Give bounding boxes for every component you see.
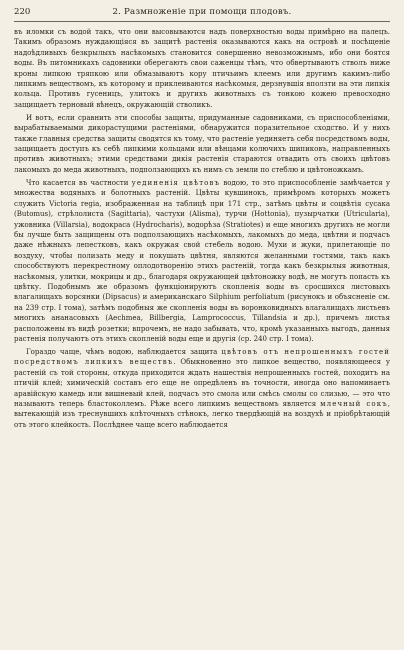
paragraph	[14, 178, 390, 345]
paragraph	[14, 27, 390, 110]
paragraph	[14, 113, 390, 175]
running-title: 2. Размноженіе при помощи плодовъ.	[112, 7, 292, 17]
text-run: водою, то это приспособленіе замѣчается у множества водяныхъ и болотныхъ растеній. Цвѣты кувшинокъ, примѣромъ которыхъ можетъ служить Victoria regia, изображенная на таблицѣ при 171 стр., затѣмъ цвѣты и соцвѣтія сусака (Butomus), стрѣлолиста (Sagittaria), частухи (Alisma), турчи (Hottonia), пузырчатки (Utricularia), ужовника (Villarsia), водокраса (Hydrocharis), водорѣза (Stratiotes) и еще многихъ другихъ не могли бы лучше быть защищены отъ подползающихъ насѣкомыхъ, лакомыхъ до меда, цвѣтни и подчасъ даже нѣжныхъ лепестковъ, какъ окружая свой стебель водою. Мухи и жуки, прилетающіе по воздуху, чтобы полизать меду и покушать цвѣтня, являются желанными гостями, такъ какъ способствуютъ перекрестному оплодотворенію этихъ растеній, тогда какъ безкрылыя животныя, насѣкомыя, улитки, мокрицы и др., благодаря окружающей цвѣтоножку водѣ, не могутъ попасть къ цвѣтку. Подобнымъ же образомъ функціонируютъ скопленія воды въ сросшихся листовыхъ влагалищахъ ворсянки (Dipsacus) и американскаго Silphium perfoliatum (рисунокъ и объясненіе см. на 239 стр. I тома), затѣмъ подобныя же скопленія воды въ воронковидныхъ влагалищахъ листьевъ многихъ ананасовыхъ (Aechmea, Billbergia, Lamprococcus, Tillandsia и др.), причемъ листья расположены въ видѣ розетки; впрочемъ, не надо забывать, что, кромѣ указанныхъ выгодъ, данныя растенія получаютъ отъ этихъ скопленій воды еще и другія (ср. 240 стр. I тома).	[14, 178, 391, 343]
text-run: И вотъ, если сравнить эти способы защиты, придуманные садовниками, съ приспособленіями, вырабатываемыми дикорастущими растеніями, обнаружится поразительное сходство. И у нихъ также главныя средства защиты сводятся къ тому, что растеніе уединяетъ себя посредствомъ воды, защищаетъ доступъ къ себѣ липкими кольцами или вѣнцами колючихъ шипиковъ, направленныхъ противъ животныхъ; этими средствами дикія растенія стараются отвадить отъ своихъ цвѣтовъ лакомыхъ до меда животныхъ, подползающихъ къ нимъ съ земли по стеблю и цвѣтоножкамъ.	[14, 113, 390, 174]
spaced-emphasis: уединенія цвѣтовъ	[131, 178, 221, 187]
spaced-emphasis: млечный сокъ	[320, 400, 388, 408]
text-run: , вытекающій изъ треснувшихъ клѣточныхъ стѣнокъ, легко твердѣющій на воздухѣ и пріобрѣтающій отъ этого клейкость. Послѣднее чаще всего наблюдается	[14, 400, 390, 429]
text-run: Гораздо чаще, чѣмъ водою, наблюдается защита	[26, 347, 222, 356]
page-number: 220	[14, 7, 31, 17]
running-header	[14, 6, 390, 22]
text-run: Что касается въ частности	[26, 178, 132, 187]
page-body	[14, 27, 390, 430]
paragraph	[14, 347, 390, 430]
spaced-emphasis: цвѣтовъ отъ непрошенныхъ гостей посредствомъ липкихъ веществъ	[14, 347, 390, 367]
text-run: въ иломки съ водой такъ, что они высовываются надъ поверхностью воды примѣрно на палецъ. Такимъ образомъ нуждающіяся въ защитѣ растенія оказываются какъ на островѣ и посѣщеніе надоѣдливыхъ безкрылыхъ насѣкомыхъ становится совершенно невозможнымъ, ибо они боятся воды. Въ питомникахъ садовники оберегаютъ свои саженцы тѣмъ, что обвертываютъ стволъ ниже кроны липкою тряпкою или обмазываютъ кору птичьимъ клеемъ или другимъ какимъ-либо липкимъ веществомъ, къ которому и приклеиваются насѣкомыя, дерзнувшія вползти на эти липкія кольца. Противъ гусеницъ, улитокъ и другихъ животныхъ съ тонкою кожею превосходно защищаетъ терновый вѣнецъ, окружающій стволикъ.	[14, 28, 390, 109]
text-run: . Обыкновенно это липкое вещество, появляющееся у растеній съ той стороны, откуда приходится ждать нашествія непрошенныхъ гостей, походитъ на птичій клей; химическій составъ его еще не опредѣленъ въ точности, иногда оно напоминаетъ аравійскую камедь или вишневый клей, подчасъ это смола или смѣсь смолы со слизью, — это что называютъ теперь бластоколлемъ. Рѣже всего липкимъ веществомъ является	[14, 358, 390, 408]
